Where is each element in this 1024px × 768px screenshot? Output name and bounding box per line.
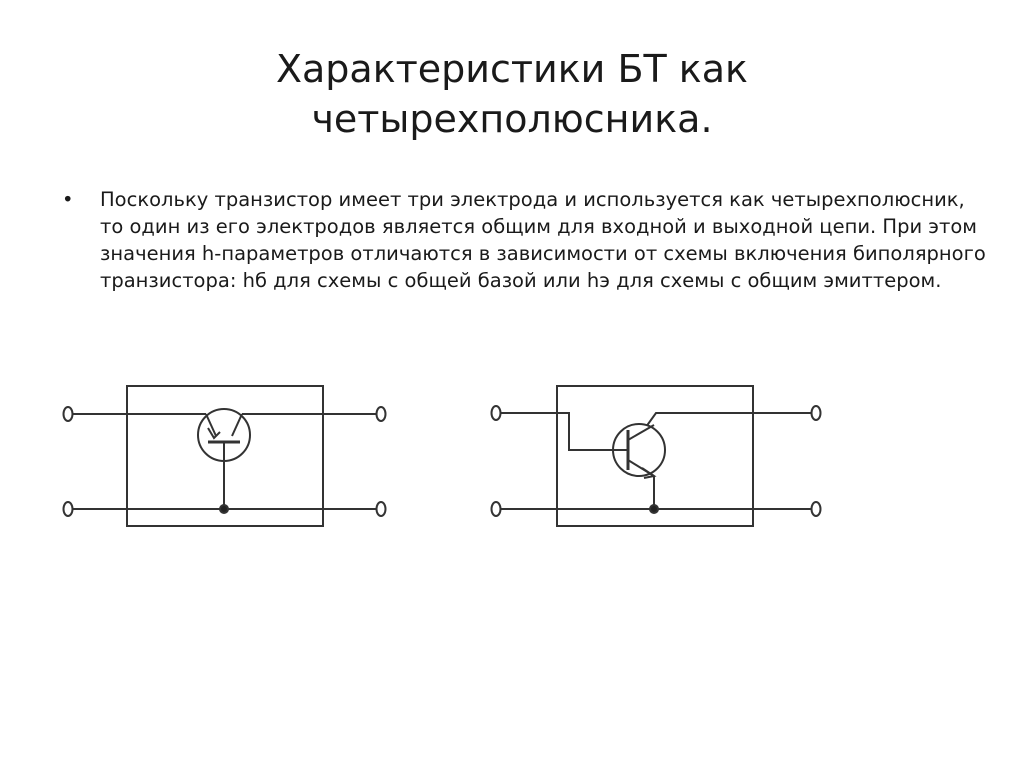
bullet-icon: • [62,188,74,211]
slide-title-line1: Характеристики БТ как [275,47,748,91]
cb-terminal-in-bottom [64,502,73,516]
common-base-circuit [64,386,386,526]
common-emitter-circuit [492,386,821,526]
ce-junction-dot [650,505,658,513]
ce-terminal-in-top [492,406,501,420]
cb-terminal-out-bottom [377,502,386,516]
cb-terminal-in-top [64,407,73,421]
ce-collector-wire [638,413,812,438]
cb-terminal-out-top [377,407,386,421]
ce-terminal-out-top [812,406,821,420]
bullet-text: Поскольку транзистор имеет три электрода и используется как четырехполюсник, то один из его электродов является общим для входной и выходной цепи. При этом значения h-параметров отличаются в зависимости от схемы включения биполярного транзистора: hб для схемы с общей базой или hэ для схемы с общим эмиттером. [100,188,986,292]
ce-input-wire [500,413,622,450]
cb-junction-dot [220,505,228,513]
ce-terminal-in-bottom [492,502,501,516]
slide-title-line2: четырехполюсника. [311,97,713,141]
ce-terminal-out-bottom [812,502,821,516]
